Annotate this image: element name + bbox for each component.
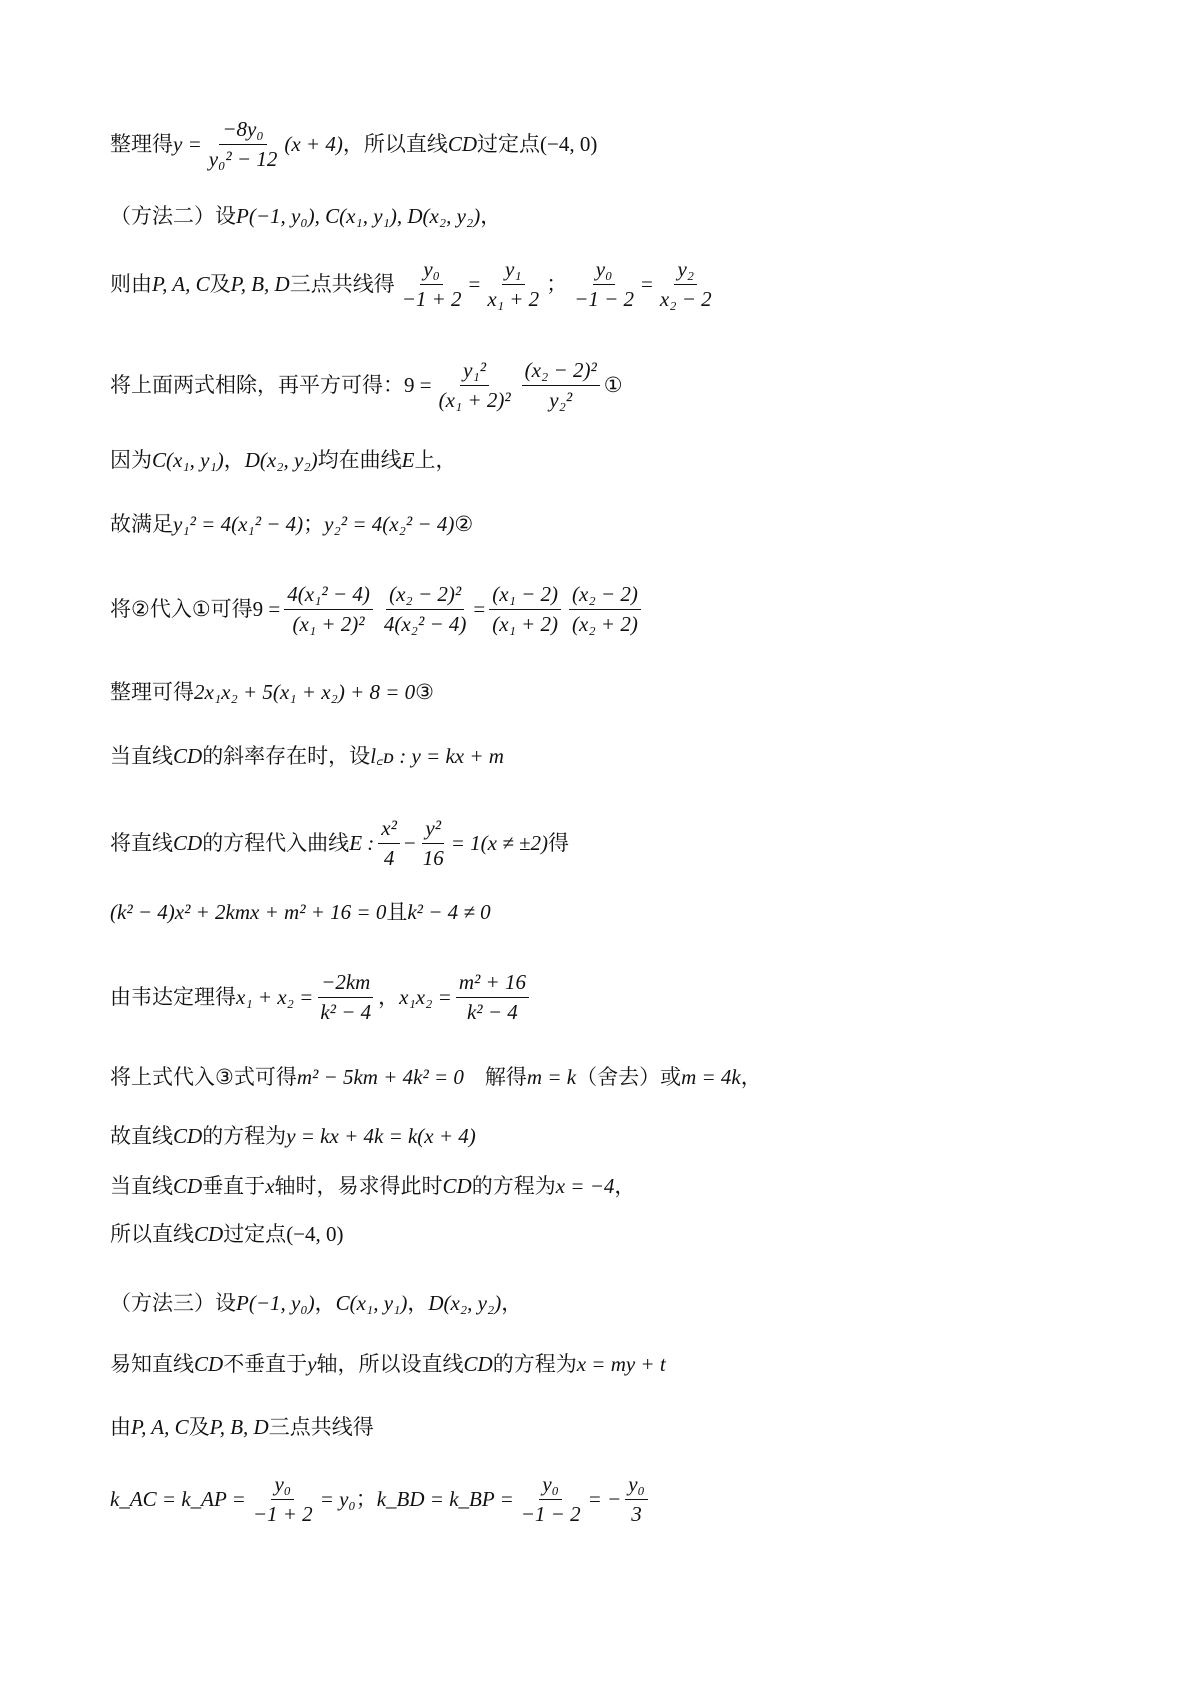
math: = — [641, 272, 653, 297]
math: CD — [173, 1174, 203, 1198]
line-16 — [110, 1222, 344, 1247]
denominator: k² − 4 — [320, 1000, 372, 1025]
math: (−4, 0) — [286, 1222, 344, 1246]
fraction — [489, 582, 561, 637]
numerator: y₀ — [593, 257, 616, 285]
math: = — [468, 272, 481, 297]
fraction — [569, 582, 641, 637]
math: CD — [173, 1124, 203, 1148]
math: CD — [194, 1222, 224, 1246]
math: 2x₁x₂ + 5(x₁ + x₂) + 8 = 0 — [194, 680, 416, 704]
line-5 — [110, 448, 456, 473]
numerator: y₀ — [539, 1472, 562, 1500]
text: ， — [740, 1065, 762, 1089]
math: y = kx + 4k = k(x + 4) — [286, 1124, 476, 1148]
denominator: −1 − 2 — [520, 1502, 581, 1527]
line-12 — [110, 970, 533, 1025]
math: = − — [587, 1487, 622, 1512]
denominator: y₀² − 12 — [208, 147, 278, 172]
circled-number: ③ — [415, 680, 434, 704]
text: 整理得 — [110, 132, 173, 157]
line-1 — [110, 117, 597, 172]
text: ， — [378, 985, 400, 1010]
line-10 — [110, 816, 569, 871]
math: m = 4k — [681, 1065, 741, 1089]
numerator: x² — [378, 816, 400, 844]
fraction — [399, 257, 465, 312]
math: l꜀ᴅ : y = kx + m — [370, 744, 504, 768]
text: ， — [480, 204, 502, 228]
numerator: y² — [422, 816, 444, 844]
line-4 — [110, 358, 623, 413]
math: P(−1, y₀) — [236, 1291, 315, 1315]
math: = 1(x ≠ ±2) — [450, 831, 549, 856]
numerator: −8y₀ — [219, 117, 266, 145]
text: ； — [355, 1487, 377, 1512]
text: 过定点 — [223, 1222, 287, 1246]
denominator: (x₁ + 2)² — [438, 388, 511, 413]
text: 的方程为 — [202, 1124, 287, 1148]
text: 三点共线得 — [268, 1415, 374, 1439]
line-2 — [110, 204, 501, 229]
math: y — [307, 1352, 317, 1376]
fraction — [456, 970, 529, 1025]
text: ， — [501, 1291, 523, 1315]
fraction — [657, 257, 715, 312]
math: D(x₂, y₂) — [244, 448, 318, 472]
text: （舍去）或 — [576, 1065, 682, 1089]
text: 故直线 — [110, 1124, 173, 1148]
denominator: −1 − 2 — [574, 287, 635, 312]
numerator: y₂ — [674, 257, 697, 285]
fraction — [522, 358, 600, 413]
denominator: x₁ + 2 — [487, 287, 540, 312]
math: = — [473, 597, 486, 622]
fraction — [436, 358, 514, 413]
numerator: (x₂ − 2)² — [522, 358, 600, 386]
line-6 — [110, 512, 473, 537]
math: 9 = — [404, 373, 432, 398]
math: y₂² = 4(x₂² − 4) — [324, 512, 455, 536]
text: 解得 — [463, 1065, 527, 1089]
math: (x + 4) — [284, 132, 343, 157]
text: 轴时，易求得此时 — [274, 1174, 443, 1198]
text: 易知直线 — [110, 1352, 194, 1376]
text: 及 — [209, 272, 231, 297]
math: CD — [173, 744, 203, 768]
line-3 — [110, 257, 719, 312]
text: ， — [614, 1174, 636, 1198]
numerator: y₁² — [460, 358, 489, 386]
math: CD — [447, 132, 478, 157]
text: 的方程为 — [492, 1352, 577, 1376]
text: 当直线 — [110, 1174, 173, 1198]
math: CD — [463, 1352, 493, 1376]
math: CD — [194, 1352, 224, 1376]
math: = y₀ — [319, 1487, 356, 1512]
text: 不垂直于 — [223, 1352, 308, 1376]
math: y₁² = 4(x₁² − 4) — [173, 512, 304, 536]
text: 将②代入①可得 — [110, 597, 253, 622]
math: k_BD = k_BP = — [376, 1487, 514, 1512]
line-11 — [110, 900, 491, 925]
math: P, B, D — [209, 1415, 269, 1439]
math: D(x₂, y₂) — [428, 1291, 502, 1315]
denominator: (x₁ + 2)² — [292, 612, 365, 637]
math: P, A, C — [131, 1415, 189, 1439]
line-15 — [110, 1174, 635, 1199]
text: 且 — [386, 900, 408, 924]
text: ， — [407, 1291, 429, 1315]
numerator: m² + 16 — [456, 970, 529, 998]
text: 将直线 — [110, 831, 173, 856]
numerator: y₀ — [420, 257, 443, 285]
math: 9 = — [252, 597, 281, 622]
numerator: y₀ — [271, 1472, 294, 1500]
fraction — [625, 1472, 648, 1527]
math: − — [403, 831, 416, 856]
line-18 — [110, 1352, 666, 1377]
circled-number: ② — [454, 512, 474, 536]
text: 所以直线 — [110, 1222, 194, 1246]
fraction — [317, 970, 374, 1025]
denominator: (x₂ + 2) — [572, 612, 638, 637]
math: m = k — [526, 1065, 577, 1089]
text: 的方程为 — [471, 1174, 556, 1198]
circled-number: ① — [603, 373, 623, 398]
text: ， — [223, 448, 245, 472]
denominator: 3 — [631, 1502, 642, 1527]
fraction — [420, 816, 447, 871]
numerator: (x₂ − 2) — [569, 582, 641, 610]
math: m² − 5km + 4k² = 0 — [296, 1065, 464, 1089]
text: 上， — [414, 448, 457, 472]
math: x = my + t — [576, 1352, 666, 1376]
denominator: 16 — [422, 846, 444, 871]
math: E : — [349, 831, 375, 856]
numerator: (x₁ − 2) — [489, 582, 561, 610]
math: C(x₁, y₁) — [335, 1291, 408, 1315]
text: 的斜率存在时，设 — [202, 744, 371, 768]
text: 过定点 — [477, 132, 541, 157]
math: (−4, 0) — [540, 132, 598, 157]
line-14 — [110, 1124, 476, 1149]
math: k² − 4 ≠ 0 — [407, 900, 491, 924]
text: 当直线 — [110, 744, 173, 768]
fraction — [484, 257, 542, 312]
math: x — [265, 1174, 275, 1198]
numerator: y₁ — [502, 257, 525, 285]
line-8 — [110, 680, 434, 705]
text: 则由 — [110, 272, 152, 297]
text: 得 — [548, 831, 570, 856]
text: 故满足 — [110, 512, 173, 536]
fraction — [378, 816, 400, 871]
text: 的方程代入曲线 — [202, 831, 350, 856]
fraction — [518, 1472, 584, 1527]
text: ，所以直线 — [342, 132, 448, 157]
text: ； — [546, 272, 568, 297]
math: y = — [173, 132, 202, 157]
line-7 — [110, 582, 645, 637]
math: C(x₁, y₁) — [152, 448, 224, 472]
text: 垂直于 — [202, 1174, 266, 1198]
math: P, B, D — [230, 272, 290, 297]
math: x₁ + x₂ = — [236, 985, 314, 1010]
text: 由韦达定理得 — [110, 985, 236, 1010]
numerator: −2km — [318, 970, 373, 998]
line-13 — [110, 1065, 762, 1090]
fraction — [206, 117, 281, 172]
math: x₁x₂ = — [399, 985, 452, 1010]
math: P, A, C — [152, 272, 210, 297]
math: x = −4 — [555, 1174, 615, 1198]
fraction — [381, 582, 470, 637]
math: E — [401, 448, 415, 472]
line-9 — [110, 744, 504, 769]
text: 将上面两式相除，再平方可得： — [110, 373, 404, 398]
line-20 — [110, 1472, 652, 1527]
text: 整理可得 — [110, 680, 194, 704]
text: ； — [303, 512, 325, 536]
denominator: x₂ − 2 — [659, 287, 712, 312]
numerator: y₀ — [625, 1472, 648, 1500]
denominator: −1 + 2 — [252, 1502, 313, 1527]
fraction — [571, 257, 637, 312]
line-19 — [110, 1415, 374, 1440]
numerator: 4(x₁² − 4) — [284, 582, 373, 610]
text: ， — [314, 1291, 336, 1315]
text: 由 — [110, 1415, 131, 1439]
text: （方法三）设 — [110, 1291, 236, 1315]
math: k_AC = k_AP = — [110, 1487, 246, 1512]
text: 均在曲线 — [317, 448, 402, 472]
text: 将上式代入③式可得 — [110, 1065, 297, 1089]
denominator: (x₁ + 2) — [492, 612, 559, 637]
denominator: y₂² — [549, 388, 573, 413]
fraction — [284, 582, 373, 637]
math: (k² − 4)x² + 2kmx + m² + 16 = 0 — [110, 900, 387, 924]
text: 及 — [188, 1415, 210, 1439]
text: 三点共线得 — [289, 272, 395, 297]
denominator: 4 — [383, 846, 395, 871]
math: CD — [173, 831, 203, 856]
denominator: −1 + 2 — [401, 287, 462, 312]
text: （方法二）设 — [110, 204, 236, 228]
math: CD — [442, 1174, 472, 1198]
fraction — [250, 1472, 316, 1527]
numerator: (x₂ − 2)² — [386, 582, 464, 610]
text: 轴，所以设直线 — [316, 1352, 464, 1376]
text: 因为 — [110, 448, 152, 472]
math: P(−1, y₀), C(x₁, y₁), D(x₂, y₂) — [236, 204, 481, 228]
denominator: 4(x₂² − 4) — [383, 612, 467, 637]
line-17 — [110, 1291, 522, 1316]
denominator: k² − 4 — [466, 1000, 518, 1025]
